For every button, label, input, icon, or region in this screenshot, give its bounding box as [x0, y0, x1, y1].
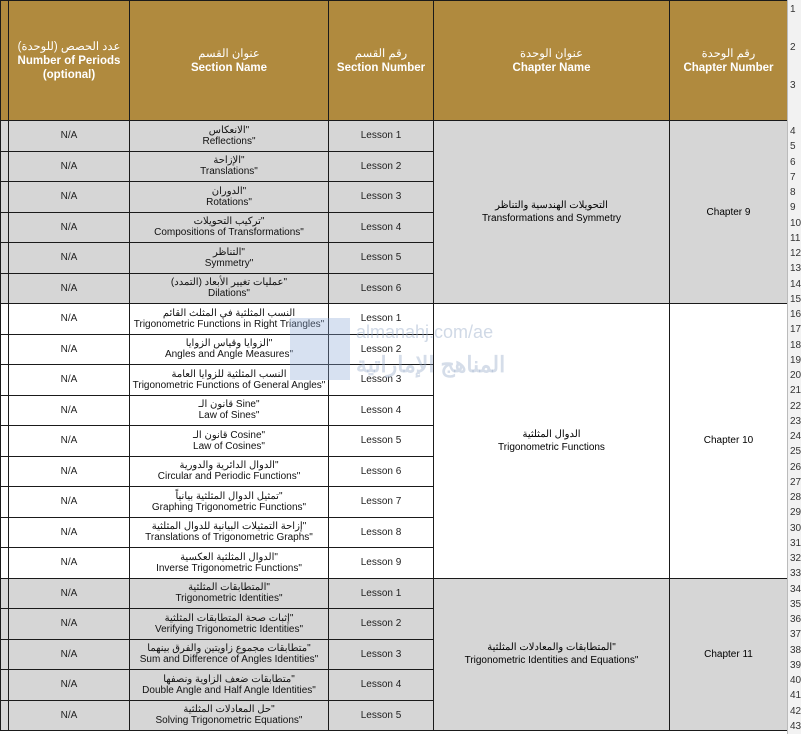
- row-number[interactable]: 35: [790, 598, 801, 610]
- row-number[interactable]: 16: [790, 309, 801, 320]
- chapter-name-ar: التحويلات الهندسية والتناظر: [495, 200, 608, 211]
- section-name-ar: متطابقات ضعف الزاوية ونصفها": [163, 673, 295, 685]
- row-number[interactable]: 27: [790, 476, 801, 488]
- section-name-en: Reflections": [202, 135, 256, 147]
- section-name-ar: إزاحة التمثيلات البيانية للدوال المثلثية": [151, 521, 307, 533]
- section-name-ar: النسب المثلثية للزوايا العامة: [171, 368, 287, 380]
- chapter-number-header-ar: رقم الوحدة: [701, 47, 756, 60]
- row-number[interactable]: 38: [790, 644, 801, 656]
- periods-cell[interactable]: N/A: [9, 548, 130, 579]
- chapter-number-cell[interactable]: Chapter 10: [670, 304, 788, 579]
- section-number-cell[interactable]: Lesson 8: [329, 517, 434, 548]
- section-number-cell[interactable]: Lesson 3: [329, 182, 434, 213]
- chapter-name-ar: الدوال المثلثية: [522, 428, 581, 440]
- row-number[interactable]: 2: [790, 42, 796, 53]
- row-number[interactable]: 40: [790, 675, 801, 686]
- section-name-cell[interactable]: [130, 395, 329, 426]
- section-name-en: Trigonometric Functions in Right Triangles": [133, 318, 325, 330]
- periods-cell[interactable]: N/A: [9, 670, 130, 701]
- row-number[interactable]: 43: [790, 720, 801, 732]
- section-name-ar: تركيب التحويلات": [193, 216, 265, 228]
- watermark-text: المناهج الإماراتية: [356, 352, 506, 377]
- row-number-gutter: [787, 0, 801, 734]
- chapter-name-header[interactable]: [434, 1, 670, 121]
- row-number[interactable]: 7: [790, 171, 796, 183]
- chapter-name-en: Trigonometric Functions: [498, 441, 605, 453]
- section-name-en: Symmetry": [204, 257, 254, 269]
- row-stub-cell[interactable]: [1, 578, 9, 609]
- header-row: [1, 1, 788, 121]
- periods-cell[interactable]: N/A: [9, 639, 130, 670]
- row-number[interactable]: 36: [790, 614, 801, 625]
- section-name-cell[interactable]: [130, 243, 329, 274]
- section-name-ar: المتطابقات المثلثية": [188, 582, 270, 594]
- section-name-ar: الانعكاس": [208, 124, 250, 136]
- section-number-cell[interactable]: Lesson 6: [329, 273, 434, 304]
- section-name-header-ar: عنوان القسم: [198, 47, 260, 60]
- section-name-en: Solving Trigonometric Equations": [155, 715, 303, 727]
- chapter-number-cell[interactable]: Chapter 11: [670, 578, 788, 731]
- section-number-cell[interactable]: Lesson 3: [329, 365, 434, 396]
- section-number-cell[interactable]: Lesson 2: [329, 609, 434, 640]
- section-name-ar: الإزاحة": [213, 155, 245, 167]
- section-name-ar: النسب المثلثية في المثلث القائم: [162, 307, 296, 319]
- section-number-cell[interactable]: Lesson 4: [329, 670, 434, 701]
- section-name-cell[interactable]: [130, 304, 329, 335]
- row-stub-cell[interactable]: [1, 365, 9, 396]
- row-number[interactable]: 23: [790, 415, 801, 427]
- section-name-ar: الزوايا وقياس الزوايا": [185, 338, 273, 350]
- section-name-en: Verifying Trigonometric Identities": [154, 623, 304, 635]
- section-number-cell[interactable]: Lesson 9: [329, 548, 434, 579]
- section-name-ar: قانون الـ Cosine": [192, 429, 266, 441]
- section-name-cell[interactable]: [130, 182, 329, 213]
- row-stub-cell[interactable]: [1, 609, 9, 640]
- chapter-name-header-en: Chapter Name: [512, 61, 591, 74]
- periods-cell[interactable]: N/A: [9, 273, 130, 304]
- row-number[interactable]: 26: [790, 461, 801, 473]
- section-name-cell[interactable]: [130, 700, 329, 731]
- section-number-cell[interactable]: Lesson 2: [329, 334, 434, 365]
- row-stub-cell[interactable]: [1, 426, 9, 457]
- row-number[interactable]: 13: [790, 263, 801, 275]
- section-name-ar: الدوال الدائرية والدورية": [179, 460, 279, 472]
- section-number-cell[interactable]: Lesson 1: [329, 578, 434, 609]
- row-number[interactable]: 15: [790, 293, 801, 305]
- row-number[interactable]: 3: [790, 80, 796, 91]
- section-number-cell[interactable]: Lesson 1: [329, 121, 434, 152]
- row-number[interactable]: 17: [790, 324, 801, 336]
- section-name-cell[interactable]: [130, 578, 329, 609]
- chapter-name-en: Transformations and Symmetry: [481, 213, 622, 224]
- row-number[interactable]: 22: [790, 400, 801, 412]
- row-number[interactable]: 25: [790, 446, 801, 458]
- periods-cell[interactable]: N/A: [9, 121, 130, 152]
- section-name-en: Angles and Angle Measures": [164, 349, 294, 361]
- periods-cell[interactable]: N/A: [9, 395, 130, 426]
- section-number-cell[interactable]: Lesson 3: [329, 639, 434, 670]
- periods-cell[interactable]: N/A: [9, 151, 130, 182]
- chapter-name-en: Trigonometric Identities and Equations": [464, 655, 639, 667]
- row-stub-cell[interactable]: [1, 182, 9, 213]
- stub-header: [1, 1, 9, 121]
- section-name-cell[interactable]: [130, 273, 329, 304]
- row-number[interactable]: 11: [790, 232, 801, 244]
- row-stub-cell[interactable]: [1, 517, 9, 548]
- periods-header-en: Number of Periods (optional): [17, 54, 121, 81]
- row-number[interactable]: 33: [790, 568, 801, 580]
- section-number-cell[interactable]: Lesson 7: [329, 487, 434, 518]
- section-name-ar: عمليات تغيير الأبعاد (التمدد)": [170, 277, 288, 289]
- row-number[interactable]: 12: [790, 248, 801, 259]
- table-row: [1, 304, 788, 335]
- periods-cell[interactable]: N/A: [9, 456, 130, 487]
- section-name-en: Translations": [200, 166, 258, 178]
- section-name-ar: قانون الـ Sine": [198, 399, 260, 411]
- section-name-cell[interactable]: [130, 548, 329, 579]
- row-number[interactable]: 21: [790, 385, 801, 397]
- row-number[interactable]: 6: [790, 156, 796, 168]
- periods-cell[interactable]: N/A: [9, 700, 130, 731]
- section-number-cell[interactable]: Lesson 2: [329, 151, 434, 182]
- section-name-en: Sum and Difference of Angles Identities": [139, 654, 319, 666]
- periods-cell[interactable]: N/A: [9, 182, 130, 213]
- chapter-name-cell[interactable]: [434, 304, 670, 579]
- row-stub-cell[interactable]: [1, 456, 9, 487]
- table-row: [1, 121, 788, 152]
- section-name-cell[interactable]: [130, 334, 329, 365]
- row-number[interactable]: 29: [790, 507, 801, 519]
- chapter-name-cell[interactable]: [434, 578, 670, 731]
- section-name-ar: التناظر": [213, 246, 245, 258]
- section-number-cell[interactable]: Lesson 5: [329, 700, 434, 731]
- row-stub-cell[interactable]: [1, 700, 9, 731]
- row-stub-cell[interactable]: [1, 121, 9, 152]
- section-name-ar: تمثيل الدوال المثلثية بيانياً": [175, 490, 283, 502]
- periods-cell[interactable]: N/A: [9, 487, 130, 518]
- chapter-number-header-en: Chapter Number: [683, 61, 774, 74]
- row-number[interactable]: 30: [790, 522, 801, 534]
- section-name-en: Rotations": [206, 196, 252, 208]
- section-name-cell[interactable]: [130, 121, 329, 152]
- section-name-en: Dilations": [208, 288, 250, 300]
- section-number-header-ar: رقم القسم: [354, 47, 408, 60]
- periods-cell[interactable]: N/A: [9, 426, 130, 457]
- row-stub-cell[interactable]: [1, 334, 9, 365]
- section-name-en: Inverse Trigonometric Functions": [156, 562, 302, 574]
- row-number[interactable]: 39: [790, 659, 801, 671]
- section-name-cell[interactable]: [130, 426, 329, 457]
- section-name-ar: الدوران": [211, 185, 247, 197]
- row-number[interactable]: 1: [790, 4, 796, 15]
- section-name-cell[interactable]: [130, 151, 329, 182]
- chapter-name-cell[interactable]: [434, 121, 670, 304]
- section-name-ar: متطابقات مجموع زاويتين والفرق بينهما": [147, 643, 311, 655]
- section-name-header[interactable]: [130, 1, 329, 121]
- chapter-name-ar: المتطابقات والمعادلات المثلثية": [487, 642, 616, 654]
- row-stub-cell[interactable]: [1, 639, 9, 670]
- row-stub-cell[interactable]: [1, 151, 9, 182]
- row-stub-cell[interactable]: [1, 395, 9, 426]
- section-name-en: Law of Sines": [198, 410, 260, 422]
- periods-cell[interactable]: N/A: [9, 334, 130, 365]
- section-number-cell[interactable]: Lesson 5: [329, 426, 434, 457]
- section-name-cell[interactable]: [130, 487, 329, 518]
- section-name-cell[interactable]: [130, 517, 329, 548]
- section-name-en: Law of Cosines": [193, 440, 265, 452]
- section-name-cell[interactable]: [130, 670, 329, 701]
- row-number[interactable]: 8: [790, 187, 796, 198]
- row-number[interactable]: 10: [790, 217, 801, 229]
- row-number[interactable]: 20: [790, 370, 801, 381]
- section-number-cell[interactable]: Lesson 5: [329, 243, 434, 274]
- section-number-cell[interactable]: Lesson 4: [329, 212, 434, 243]
- section-name-en: Circular and Periodic Functions": [157, 471, 301, 483]
- section-name-header-en: Section Name: [190, 61, 268, 74]
- section-number-header[interactable]: [329, 1, 434, 121]
- section-name-cell[interactable]: [130, 212, 329, 243]
- row-number[interactable]: 41: [790, 690, 801, 702]
- row-number[interactable]: 34: [790, 583, 801, 595]
- periods-header[interactable]: [9, 1, 130, 121]
- periods-cell[interactable]: N/A: [9, 304, 130, 335]
- row-number[interactable]: 19: [790, 354, 801, 366]
- row-number[interactable]: 31: [790, 537, 801, 549]
- row-number[interactable]: 4: [790, 126, 796, 137]
- row-number[interactable]: 32: [790, 553, 801, 564]
- chapter-number-header[interactable]: [670, 1, 788, 121]
- section-number-cell[interactable]: Lesson 6: [329, 456, 434, 487]
- row-number[interactable]: 42: [790, 705, 801, 717]
- section-name-ar: الدوال المثلثية العكسية": [180, 551, 278, 563]
- periods-header-ar: عدد الحصص (للوحدة): [17, 40, 121, 53]
- row-number[interactable]: 9: [790, 202, 796, 214]
- section-name-ar: إثبات صحة المتطابقات المثلثية": [164, 612, 294, 624]
- row-stub-cell[interactable]: [1, 304, 9, 335]
- section-number-cell[interactable]: Lesson 1: [329, 304, 434, 335]
- row-number[interactable]: 24: [790, 431, 801, 442]
- row-number[interactable]: 14: [790, 278, 801, 290]
- chapter-number-cell[interactable]: Chapter 9: [670, 121, 788, 304]
- row-number[interactable]: 18: [790, 339, 801, 351]
- table-row: [1, 578, 788, 609]
- periods-cell[interactable]: N/A: [9, 609, 130, 640]
- periods-cell[interactable]: N/A: [9, 517, 130, 548]
- row-number[interactable]: 37: [790, 629, 801, 641]
- section-name-ar: حل المعادلات المثلثية": [183, 704, 275, 716]
- row-stub-cell[interactable]: [1, 548, 9, 579]
- row-stub-cell[interactable]: [1, 670, 9, 701]
- periods-cell[interactable]: N/A: [9, 212, 130, 243]
- section-name-en: Double Angle and Half Angle Identities": [142, 684, 316, 696]
- section-name-cell[interactable]: [130, 639, 329, 670]
- section-name-en: Translations of Trigonometric Graphs": [145, 532, 313, 544]
- section-name-en: Trigonometric Identities": [175, 593, 283, 605]
- section-name-cell[interactable]: [130, 609, 329, 640]
- section-number-header-en: Section Number: [336, 61, 426, 74]
- periods-cell[interactable]: N/A: [9, 243, 130, 274]
- row-stub-cell[interactable]: [1, 212, 9, 243]
- section-number-cell[interactable]: Lesson 4: [329, 395, 434, 426]
- watermark-url: almanahj.com/ae: [356, 322, 494, 342]
- section-name-en: Graphing Trigonometric Functions": [151, 501, 307, 513]
- row-stub-cell[interactable]: [1, 273, 9, 304]
- row-stub-cell[interactable]: [1, 487, 9, 518]
- periods-cell[interactable]: N/A: [9, 365, 130, 396]
- row-number[interactable]: 28: [790, 492, 801, 503]
- row-number[interactable]: 5: [790, 141, 796, 153]
- row-stub-cell[interactable]: [1, 243, 9, 274]
- chapter-name-header-ar: عنوان الوحدة: [520, 47, 583, 60]
- section-name-en: Compositions of Transformations": [154, 227, 304, 239]
- section-name-cell[interactable]: [130, 456, 329, 487]
- periods-cell[interactable]: N/A: [9, 578, 130, 609]
- section-name-cell[interactable]: [130, 365, 329, 396]
- section-name-en: Trigonometric Functions of General Angles": [132, 379, 326, 391]
